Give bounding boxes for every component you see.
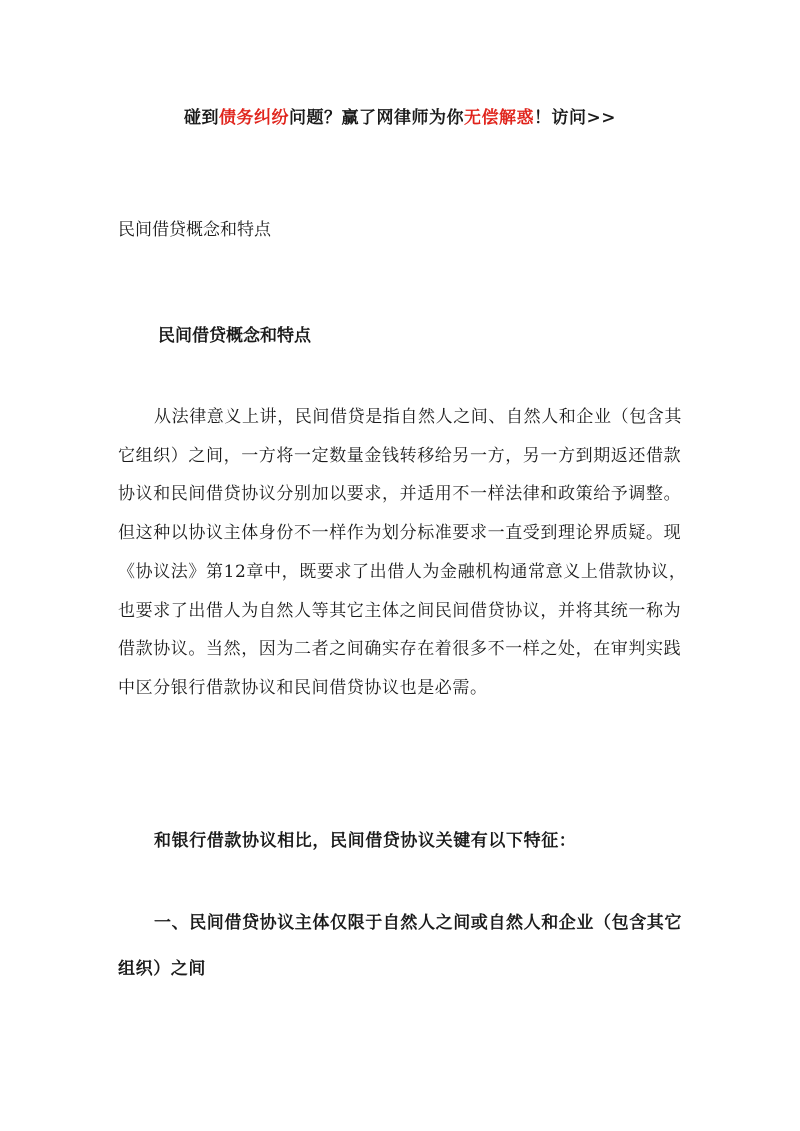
banner-highlight-free: 无偿解惑 bbox=[464, 108, 534, 128]
banner-visit-link[interactable]: 访问>> bbox=[551, 108, 616, 128]
banner-text-3: ！ bbox=[534, 108, 552, 128]
features-intro-paragraph: 和银行借款协议相比，民间借贷协议关键有以下特征： bbox=[154, 831, 577, 851]
banner-text-1: 碰到 bbox=[184, 108, 219, 128]
body-paragraph-definition: 从法律意义上讲，民间借贷是指自然人之间、自然人和企业（包含其它组织）之间，一方将一定数量金钱转移给另一方，另一方到期返还借款协议和民间借贷协议分别加以要求，并适用不一样法律和政策给予调整。但这种以协议主体身份不一样作为划分标准要求一直受到理论界质疑。现《协议法》第12章中，既要求了出借人为金融机构通常意义上借款协议，也要求了出借人为自然人等其它主体之间民间借贷协议，并将其统一称为借款协议。当然，因为二者之间确实存在着很多不一样之处，在审判实践中区分银行借款协议和民间借贷协议也是必需。 bbox=[118, 407, 687, 698]
feature-one-paragraph: 一、民间借贷协议主体仅限于自然人之间或自然人和企业（包含其它组织）之间 bbox=[118, 913, 682, 979]
document-title: 民间借贷概念和特点 bbox=[118, 220, 271, 240]
banner-highlight-debt: 债务纠纷 bbox=[219, 108, 289, 128]
banner-text-2: 问题？赢了网律师为你 bbox=[289, 108, 464, 128]
ad-banner[interactable] bbox=[0, 104, 800, 132]
section-heading: 民间借贷概念和特点 bbox=[158, 326, 311, 346]
